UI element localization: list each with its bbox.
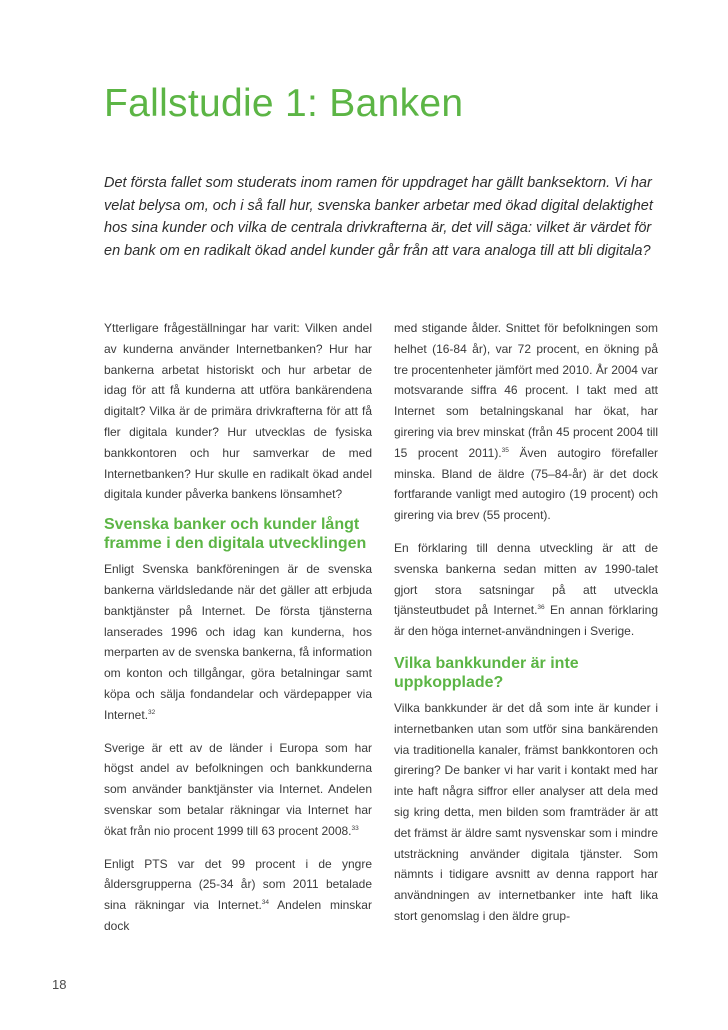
right-paragraph-2-text-b: En annan förklaring är den höga internet-användningen i Sverige. [394,603,658,639]
left-paragraph-4-text-a: Enligt PTS var det 99 procent i de yngre åldersgrupperna (25-34 år) som 2011 betalade sina räkningar via Internet. [104,856,372,913]
right-column [394,318,658,939]
right-paragraph-2 [394,538,658,642]
section-heading-offline-customers: Vilka bankkunder är inte uppkopplade? [394,654,579,691]
lead-paragraph [104,172,656,262]
page-number: 18 [52,977,67,992]
left-paragraph-4-text-b: Andelen minskar dock [104,898,372,933]
left-paragraph-4 [104,854,372,937]
left-paragraph-2 [104,559,372,725]
left-paragraph-2-text: Enligt Svenska bankföreningen är de svenska bankerna världsledande när det gäller att erbjuda banktjänster på Internet. De första tjänsterna lanserades 1996 och idag kan kunderna, hos merparten av de svenska bankerna, få information om konton och tillgångar, göra betalningar samt köpa och sälja fondandelar och värdepapper via Internet. [104,562,372,722]
footnote-ref-34: 34 [261,899,270,907]
left-paragraph-1: Ytterligare frågeställningar har varit: Vilken andel av kunderna använder Internetbanken? Hur har bankerna arbetat historiskt och hur arbetar de idag för att få kunderna att utföra bankärendena digitalt? Vilka är de primära drivkrafterna för att få fler digitala kunder? Hur utvecklas de fysiska bankkontoren och hur samverkar de med Internetbanken? Hur skulle en radikalt ökad andel digitala kunder påverka bankens lönsamhet? [104,321,372,502]
right-paragraph-1-text-a: med stigande ålder. Snittet för befolkningen som helhet (16-84 år), var 72 procent, en ökning på tre procentenheter jämfört med 2010. År 2004 var motsvarande siffra 46 procent. I takt med att Internet som betalningskanal har ökat, har girering via brev minskat (från 45 procent 2004 till 15 procent 2011). [394,321,658,460]
footnote-ref-32: 32 [148,708,156,716]
left-paragraph-3-text: Sverige är ett av de länder i Europa som har högst andel av befolkningen och bankkunderna som använder banktjänster via Internet. Andelen svenskar som betalar räkningar via Internet har ökat från nio procent 1999 till 63 procent 2008. [104,740,372,838]
footnote-ref-35: 35 [501,446,509,454]
left-column [104,318,372,949]
lead-text: Det första fallet som studerats inom ramen för uppdraget har gällt banksektorn. Vi har velat belysa om, och i så fall hur, svenska banker arbetar med ökad digital delaktighet hos sina kunder och vilka de centrala drivkrafterna är, det vill säga: vilket är värdet för en bank om en radikalt ökad andel kunder går från att vara analoga till att bli digitala? [104,175,653,259]
section-heading-digital: Svenska banker och kunder långt framme i den digitala utvecklingen [104,516,367,553]
left-paragraph-3 [104,738,372,842]
right-paragraph-3: Vilka bankkunder är det då som inte är kunder i internetbanken utan som utför sina bankärenden via traditionella kanaler, främst bankkontoren och girering? De banker vi har varit i kontakt med har inte haft några siffror eller analyser att dela med sig kring detta, men bilden som framträder är att det främst är äldre samt nysvenskar som i mindre utsträckning använder digitala tjänster. Som nämnts i tidigare avsnitt av denna rapport har användningen av internetbanker inte haft lika stort genomslag i den äldre grup- [394,700,658,923]
right-paragraph-1 [394,318,658,526]
right-paragraph-2-text-a: En förklaring till denna utveckling är att de svenska bankerna sedan mitten av 1990-talet gjort stora satsningar på att utveckla tjänsteutbudet på Internet. [394,540,658,618]
right-paragraph-1-text-b: Även autogiro förefaller minska. Bland de äldre (75–84-år) är det dock fortfarande vanligt med autogiro (19 procent) och girering via brev (55 procent). [394,445,658,523]
page-title: Fallstudie 1: Banken [104,82,464,125]
footnote-ref-33: 33 [351,824,359,832]
footnote-ref-36: 36 [537,604,545,612]
